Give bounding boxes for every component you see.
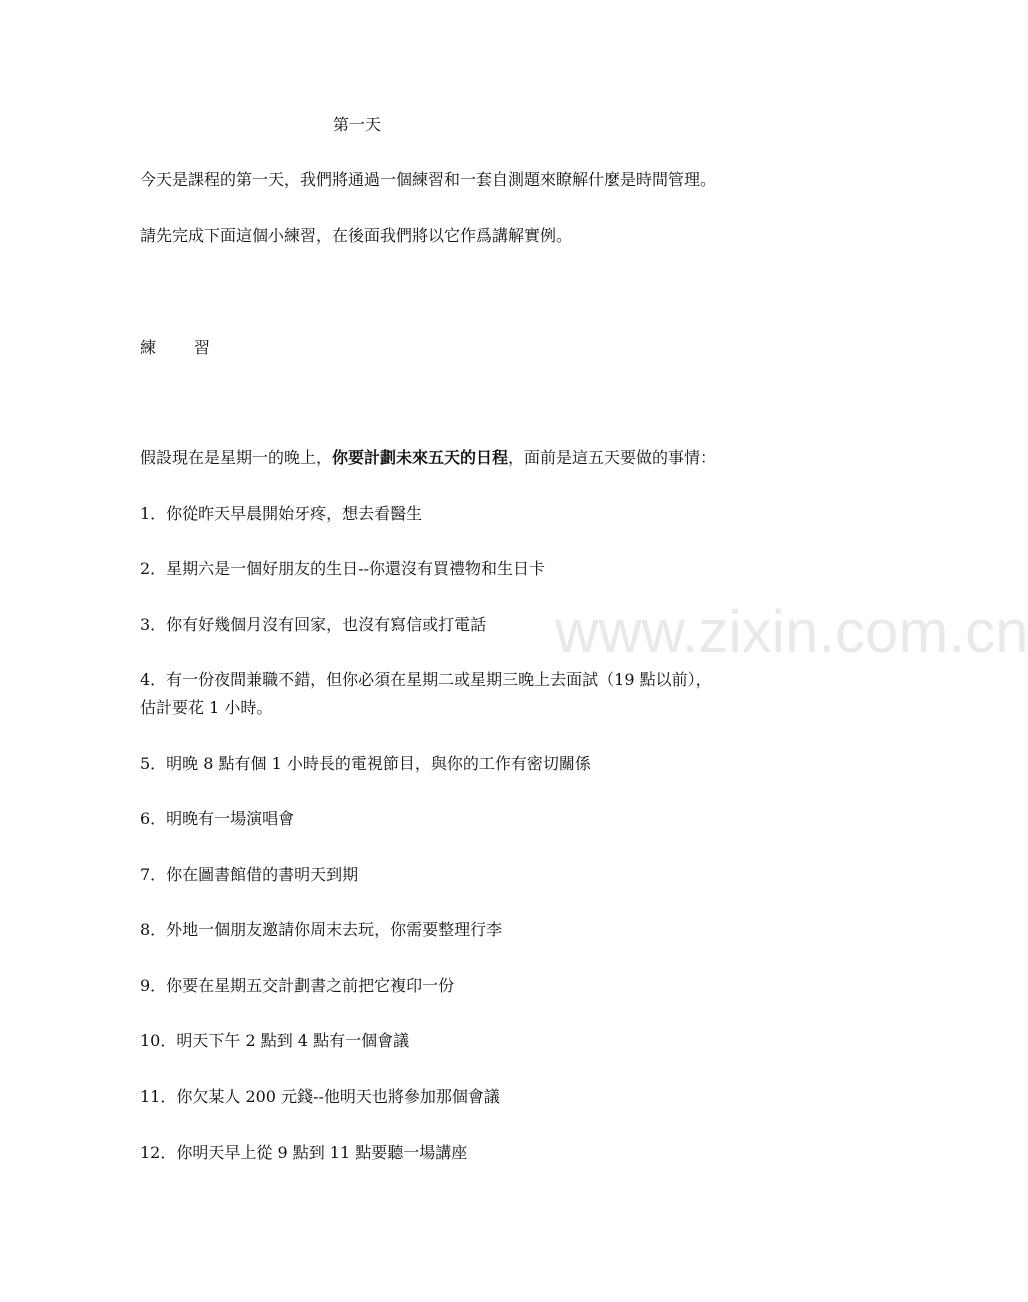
scenario-emphasis: 你要計劃未來五天的日程 <box>332 448 509 467</box>
section-heading <box>140 338 210 358</box>
scenario-prefix: 假設現在是星期一的晚上， <box>140 448 333 467</box>
intro-paragraph-1: 今天是課程的第一天，我們將通過一個練習和一套自測題來瞭解什麼是時間管理。 <box>140 170 717 189</box>
list-item: 2．星期六是一個好朋友的生日--你還沒有買禮物和生日卡 <box>140 559 545 578</box>
list-item: 3．你有好幾個月沒有回家，也沒有寫信或打電話 <box>140 615 487 634</box>
list-item: 4．有一份夜間兼職不錯，但你必須在星期二或星期三晚上去面試（19 點以前）， <box>140 670 712 689</box>
list-item: 6．明晚有一場演唱會 <box>140 809 295 828</box>
scenario-suffix: ，面前是這五天要做的事情： <box>508 448 717 467</box>
section-heading-char-1: 練 <box>140 338 157 357</box>
list-item-continuation: 估計要花 1 小時。 <box>140 698 273 717</box>
list-item: 5．明晚 8 點有個 1 小時長的電視節目，與你的工作有密切關係 <box>140 754 591 773</box>
list-item: 1．你從昨天早晨開始牙疼，想去看醫生 <box>140 504 423 523</box>
page-title: 第一天 <box>333 115 382 134</box>
intro-paragraph-2: 請先完成下面這個小練習，在後面我們將以它作爲講解實例。 <box>140 226 573 245</box>
list-item: 10．明天下午 2 點到 4 點有一個會議 <box>140 1031 410 1050</box>
list-item: 11．你欠某人 200 元錢--他明天也將參加那個會議 <box>140 1087 500 1106</box>
section-heading-char-2: 習 <box>194 338 211 357</box>
list-item: 7．你在圖書館借的書明天到期 <box>140 865 359 884</box>
list-item: 9．你要在星期五交計劃書之前把它複印一份 <box>140 976 455 995</box>
watermark-text: www.zixin.com.cn <box>555 598 1028 665</box>
scenario-paragraph <box>140 448 716 468</box>
list-item: 8．外地一個朋友邀請你周末去玩，你需要整理行李 <box>140 920 503 939</box>
list-item: 12．你明天早上從 9 點到 11 點要聽一場講座 <box>140 1143 468 1162</box>
